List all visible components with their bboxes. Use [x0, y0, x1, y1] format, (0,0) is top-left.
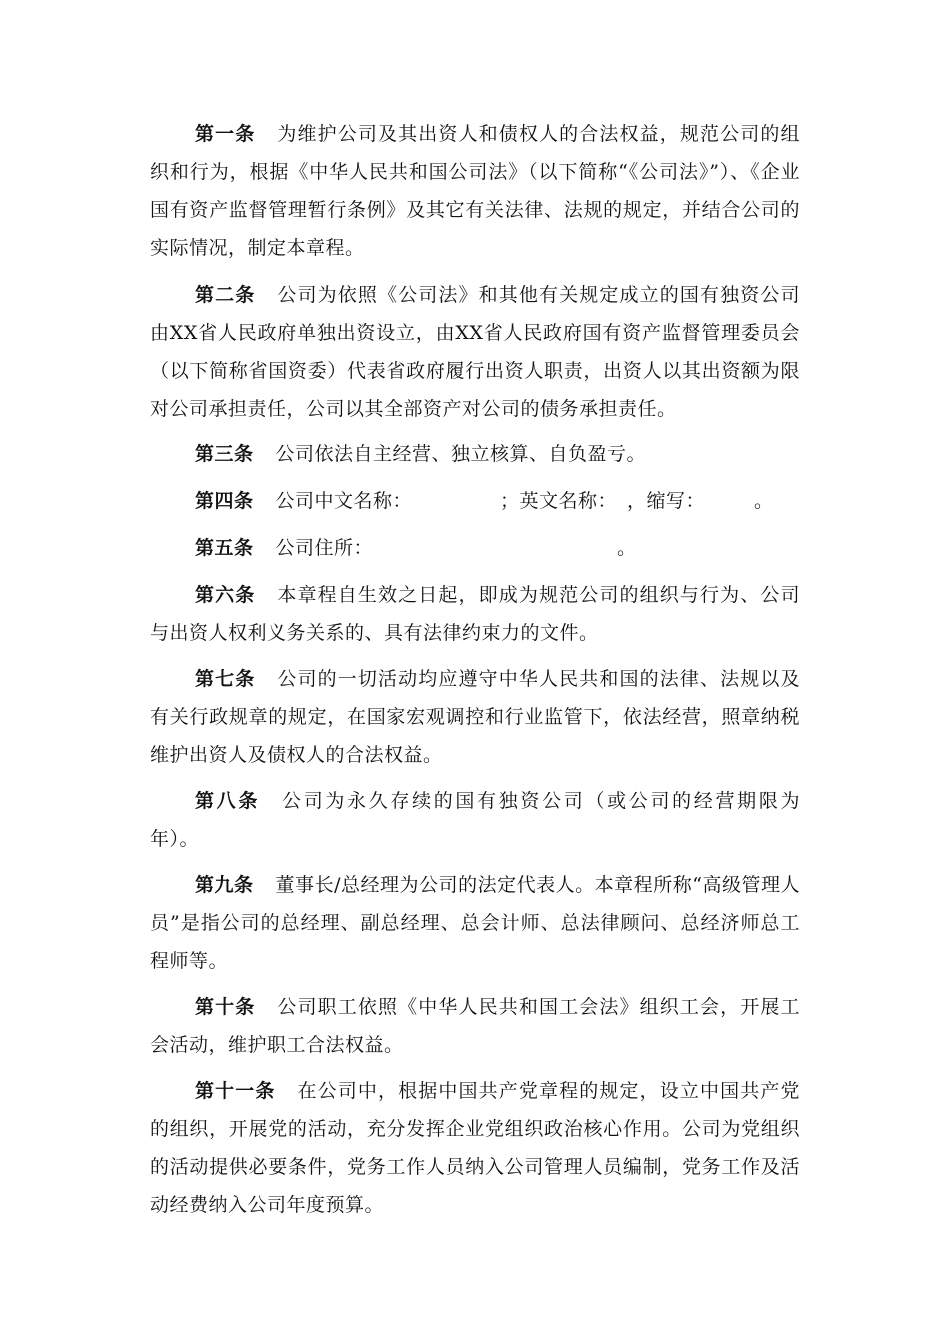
article-heading: 第九条	[195, 874, 254, 896]
article-text: 为维护公司及其出资人和债权人的合法权益，规范公司的组织和行为，根据《中华人民共和国公司法》（以下简称“《公司法》”）、《企业国有资产监督管理暂行条例》及其它有关法律、法规的规定，并结合公司的实际情况，制定本章程。	[150, 123, 800, 259]
article-text: 公司中文名称： ；英文名称： ，缩写： 。	[275, 490, 774, 512]
article-heading: 第七条	[195, 668, 256, 690]
article-10	[150, 988, 800, 1064]
article-3	[150, 435, 800, 473]
article-text: 公司依法自主经营、独立核算、自负盈亏。	[275, 443, 647, 465]
article-text: 公司住所： 。	[275, 537, 637, 559]
article-heading: 第六条	[195, 584, 256, 606]
article-1	[150, 115, 800, 267]
article-9	[150, 866, 800, 980]
article-heading: 第三条	[195, 443, 254, 465]
article-heading: 第十条	[195, 996, 256, 1018]
article-text: 在公司中，根据中国共产党章程的规定，设立中国共产党的组织，开展党的活动，充分发挥企业党组织政治核心作用。公司为党组织的活动提供必要条件，党务工作人员纳入公司管理人员编制，党务工作及活动经费纳入公司年度预算。	[150, 1080, 800, 1216]
article-5	[150, 529, 800, 567]
article-text: 公司的一切活动均应遵守中华人民共和国的法律、法规以及有关行政规章的规定，在国家宏观调控和行业监管下，依法经营，照章纳税维护出资人及债权人的合法权益。	[150, 668, 800, 766]
article-heading: 第二条	[195, 284, 256, 306]
article-text: 本章程自生效之日起，即成为规范公司的组织与行为、公司与出资人权利义务关系的、具有法律约束力的文件。	[150, 584, 800, 644]
article-text: 公司为永久存续的国有独资公司（或公司的经营期限为 年）。	[150, 790, 859, 850]
article-text: 公司职工依照《中华人民共和国工会法》组织工会，开展工会活动，维护职工合法权益。	[150, 996, 800, 1056]
article-heading: 第四条	[195, 490, 254, 512]
article-text: 董事长/总经理为公司的法定代表人。本章程所称“高级管理人员”是指公司的总经理、副总经理、总会计师、总法律顾问、总经济师总工程师等。	[150, 874, 800, 972]
article-text: 公司为依照《公司法》和其他有关规定成立的国有独资公司由XX省人民政府单独出资设立，由XX省人民政府国有资产监督管理委员会（以下简称省国资委）代表省政府履行出资人职责，出资人以其出资额为限对公司承担责任，公司以其全部资产对公司的债务承担责任。	[150, 284, 800, 420]
article-heading: 第一条	[195, 123, 256, 145]
article-6	[150, 576, 800, 652]
article-8	[150, 782, 859, 858]
article-heading: 第八条	[195, 790, 261, 812]
article-2	[150, 276, 800, 428]
article-11	[150, 1072, 800, 1224]
article-4	[150, 482, 800, 520]
article-heading: 第五条	[195, 537, 254, 559]
article-7	[150, 660, 800, 774]
article-heading: 第十一条	[195, 1080, 276, 1102]
